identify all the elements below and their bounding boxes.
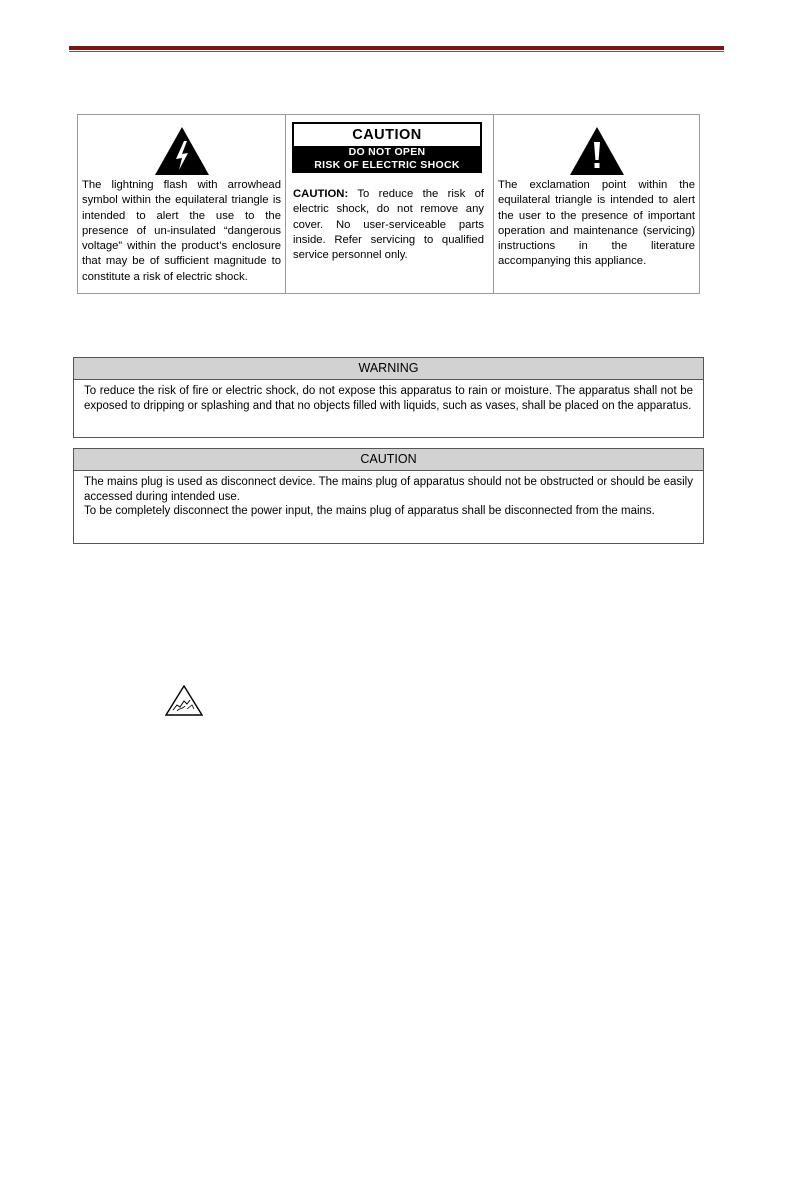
caution-line2: To be completely disconnect the power input, the mains plug of apparatus shall be disconnected from the mains.: [84, 505, 655, 517]
caution-description: [293, 187, 484, 263]
caution-label-title: CAUTION: [352, 127, 422, 143]
caution-box: [73, 448, 704, 544]
caution-label: [292, 122, 482, 173]
sharp-edge-warning-icon: [165, 685, 203, 716]
lightning-symbol-cell: [78, 115, 286, 293]
caution-line1: The mains plug is used as disconnect device. The mains plug of apparatus should not be obstructed or should be easily accessed during intended use.: [84, 476, 693, 503]
exclamation-triangle-icon: [569, 126, 625, 176]
lightning-description: The lightning flash with arrowhead symbol within the equilateral triangle is intended to alert the use to the presence of un-insulated “dangerous voltage” within the product’s enclosure that may be of sufficient magnitude to constitute a risk of electric shock.: [82, 179, 281, 283]
caution-label-line1: DO NOT OPEN: [348, 146, 426, 158]
header-rule-shadow: [69, 51, 724, 52]
caution-symbol-cell: [286, 115, 494, 293]
warning-body: To reduce the risk of fire or electric shock, do not expose this apparatus to rain or moisture. The apparatus shall not be exposed to dripping or splashing and that no objects filled with liquids, such as vases, shall be placed on the apparatus.: [84, 385, 693, 412]
caution-label-line2: RISK OF ELECTRIC SHOCK: [314, 158, 460, 171]
caution-description-bold: CAUTION:: [293, 188, 349, 200]
caution-title: CAUTION: [74, 449, 703, 471]
lightning-triangle-icon: [154, 126, 210, 176]
caution-description-text: To reduce the risk of electric shock, do not remove any cover. No user-serviceable parts inside. Refer servicing to qualified service personnel only.: [293, 188, 484, 262]
exclamation-symbol-cell: [494, 115, 699, 293]
caution-body: [74, 471, 703, 523]
header-rule: [69, 46, 724, 50]
exclamation-description: The exclamation point within the equilateral triangle is intended to alert the user to the presence of important operation and maintenance (servicing) instructions in the literature accompanying this appliance.: [498, 179, 695, 268]
safety-symbols-table: [77, 114, 700, 294]
caution-label-banner: [294, 146, 480, 171]
warning-title: WARNING: [74, 358, 703, 380]
warning-box: [73, 357, 704, 438]
